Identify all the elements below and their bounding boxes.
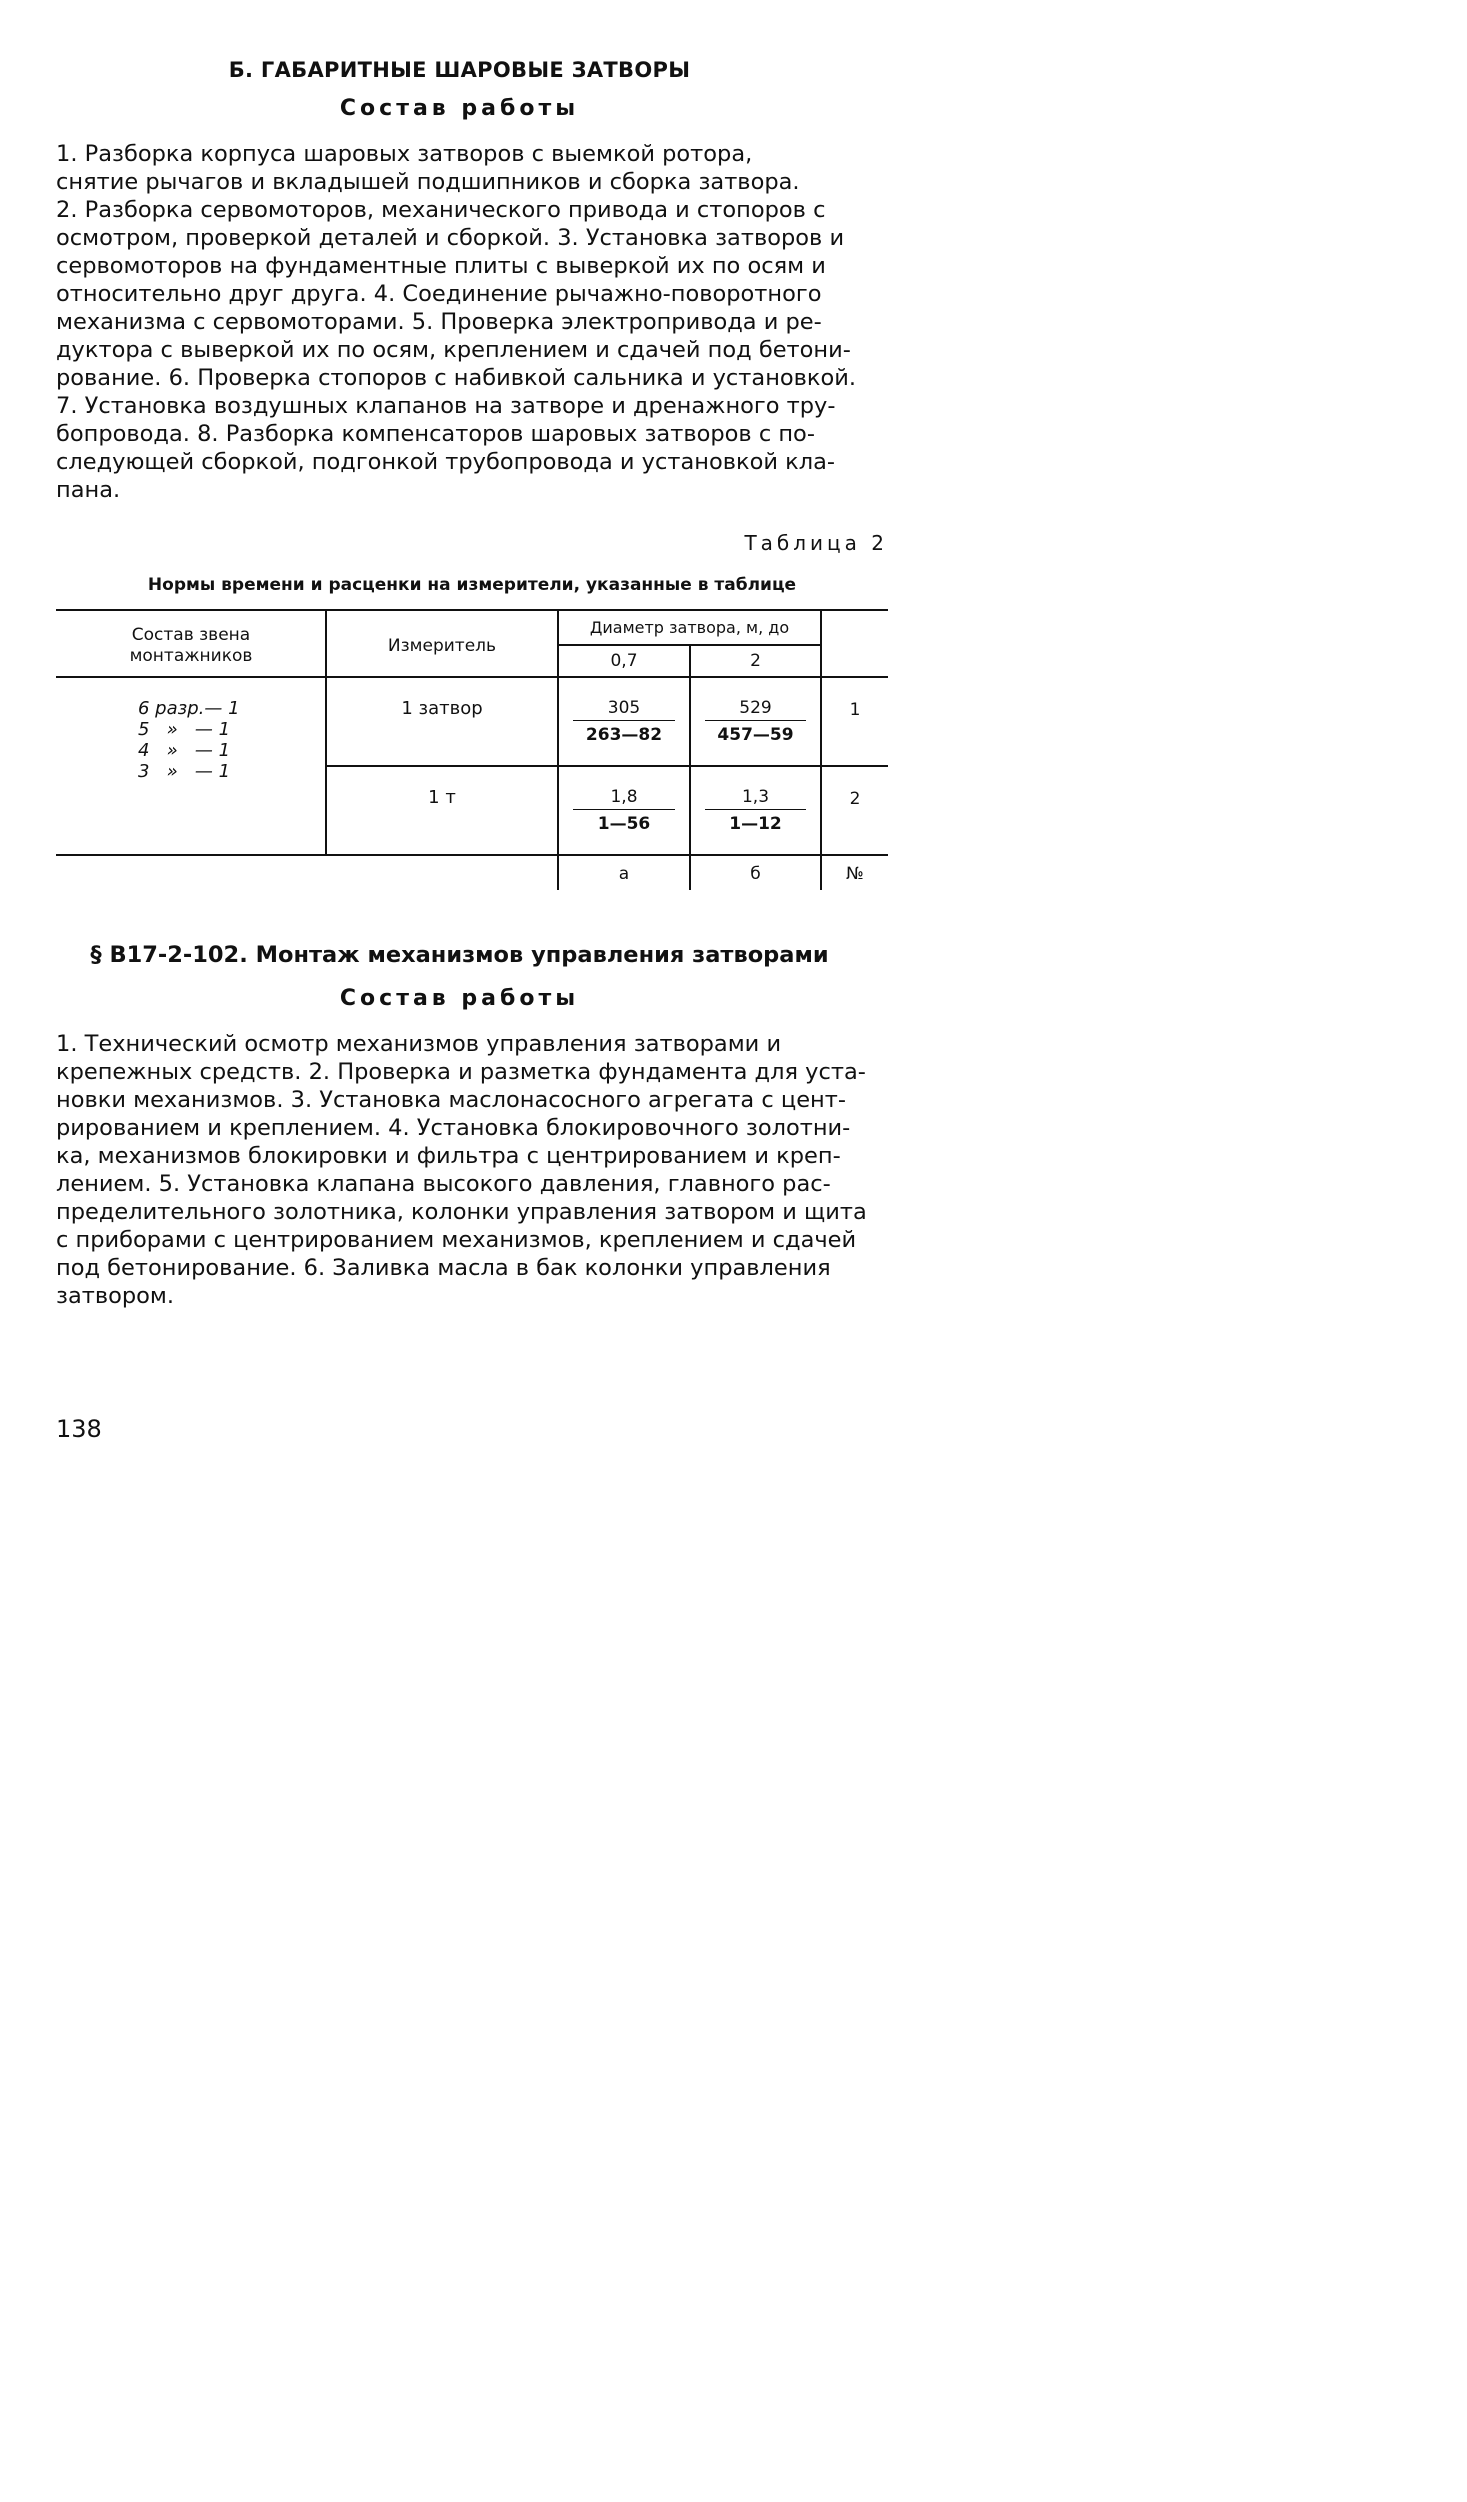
crew-line: 5 » — 1 <box>138 719 231 740</box>
value-cell <box>691 787 820 834</box>
row-number: 1 <box>849 700 861 720</box>
table-number: Таблица 2 <box>744 531 888 555</box>
col-divider <box>820 609 822 890</box>
rate: 1—56 <box>597 814 651 834</box>
text-line: механизма с сервомоторами. 5. Проверка электропривода и ре- <box>56 309 822 335</box>
header-rule <box>56 676 888 678</box>
page-number: 138 <box>56 1415 102 1443</box>
text-line: снятие рычагов и вкладышей подшипников и сборка затвора. <box>56 169 800 195</box>
header-crew-line: монтажников <box>129 646 253 666</box>
text-line: рование. 6. Проверка стопоров с набивкой сальника и установкой. <box>56 365 857 391</box>
time-norm: 529 <box>705 698 806 721</box>
crew-line: 4 » — 1 <box>138 740 231 761</box>
text-line: сервомоторов на фундаментные плиты с выверкой их по осям и <box>56 253 826 279</box>
col-divider <box>689 644 691 890</box>
table-bottom-rule <box>56 854 888 856</box>
row-divider <box>325 765 888 767</box>
crew-composition <box>80 698 300 782</box>
work-composition-title: Состав работы <box>339 96 580 121</box>
time-norm: 1,8 <box>573 787 675 810</box>
value-cell <box>559 698 689 745</box>
section-heading: Б. ГАБАРИТНЫЕ ШАРОВЫЕ ЗАТВОРЫ <box>228 58 691 82</box>
text-line: новки механизмов. 3. Установка маслонасосного агрегата с цент- <box>56 1087 846 1113</box>
header-diameter: Диаметр затвора, м, до <box>589 618 790 637</box>
text-line: пределительного золотника, колонки управления затвором и щита <box>56 1199 867 1225</box>
work-composition-title: Состав работы <box>339 986 580 1011</box>
table-caption: Нормы времени и расценки на измерители, указанные в таблице <box>147 575 797 595</box>
text-line: 1. Технический осмотр механизмов управления затворами и <box>56 1031 782 1057</box>
header-unit: Измеритель <box>387 636 497 656</box>
header-crew-line: Состав звена <box>131 625 251 645</box>
work-composition-text <box>56 140 888 504</box>
text-line: осмотром, проверкой деталей и сборкой. 3. Установка затворов и <box>56 225 845 251</box>
crew-line: 3 » — 1 <box>138 761 231 782</box>
crew-line: 6 разр.— 1 <box>138 698 240 719</box>
value-cell <box>559 787 689 834</box>
rate: 457—59 <box>717 725 794 745</box>
text-line: под бетонирование. 6. Заливка масла в бак колонки управления <box>56 1255 831 1281</box>
text-line: крепежных средств. 2. Проверка и разметка фундамента для уста- <box>56 1059 866 1085</box>
time-norm: 1,3 <box>705 787 806 810</box>
column-number-sign: № <box>846 864 864 884</box>
row-number: 2 <box>849 789 861 809</box>
header-d2: 2 <box>750 651 761 671</box>
text-line: бопровода. 8. Разборка компенсаторов шаровых затворов с по- <box>56 421 815 447</box>
text-line: лением. 5. Установка клапана высокого давления, главного рас- <box>56 1171 831 1197</box>
header-crew <box>60 625 322 667</box>
work-composition-text <box>56 1030 888 1310</box>
text-line: 1. Разборка корпуса шаровых затворов с выемкой ротора, <box>56 141 753 167</box>
row-unit: 1 т <box>428 787 456 808</box>
text-line: с приборами с центрированием механизмов, креплением и сдачей <box>56 1227 857 1253</box>
row-unit: 1 затвор <box>401 698 483 719</box>
text-line: относительно друг друга. 4. Соединение рычажно-поворотного <box>56 281 822 307</box>
rate: 1—12 <box>729 814 782 834</box>
value-cell <box>691 698 820 745</box>
time-norm: 305 <box>573 698 675 721</box>
section-heading: § В17-2-102. Монтаж механизмов управления затворами <box>90 942 829 968</box>
table-top-rule <box>56 609 888 611</box>
text-line: 7. Установка воздушных клапанов на затворе и дренажного тру- <box>56 393 836 419</box>
text-line: следующей сборкой, подгонкой трубопровода и установкой кла- <box>56 449 835 475</box>
rate: 263—82 <box>585 725 663 745</box>
text-line: ка, механизмов блокировки и фильтра с центрированием и креп- <box>56 1143 841 1169</box>
text-line: 2. Разборка сервомоторов, механического привода и стопоров с <box>56 197 826 223</box>
header-d1: 0,7 <box>610 651 638 671</box>
text-line: рированием и креплением. 4. Установка блокировочного золотни- <box>56 1115 851 1141</box>
column-letter-a: а <box>618 864 630 884</box>
text-line: пана. <box>56 477 121 503</box>
text-line: дуктора с выверкой их по осям, креплением и сдачей под бетони- <box>56 337 851 363</box>
text-line: затвором. <box>56 1283 175 1309</box>
column-letter-b: б <box>750 864 761 884</box>
